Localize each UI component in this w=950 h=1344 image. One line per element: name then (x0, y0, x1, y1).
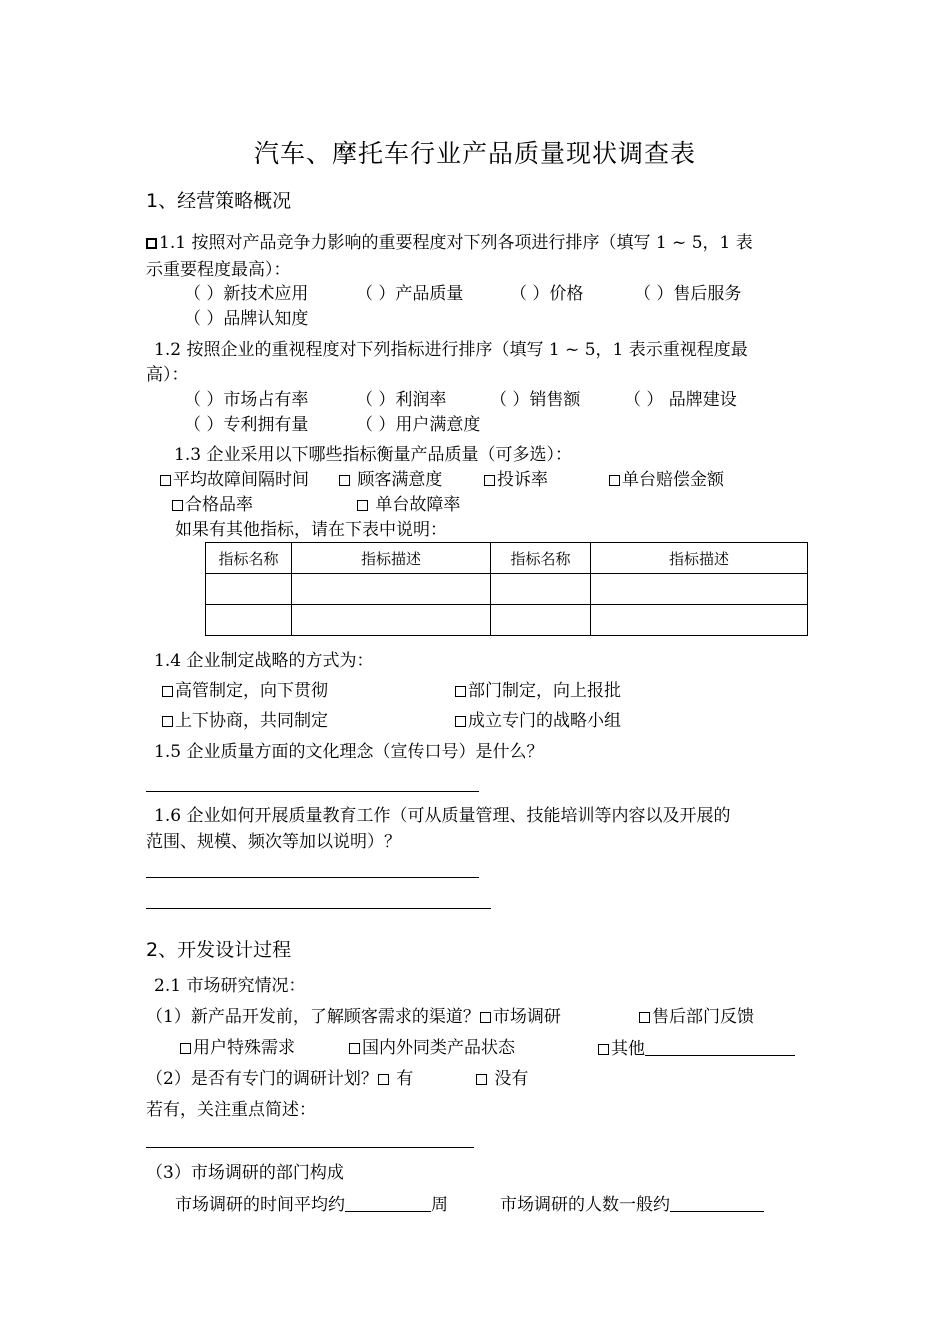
q1-1-item[interactable]: （ ）品牌认知度 (184, 309, 309, 329)
q1-3-option[interactable]: 平均故障间隔时间 (160, 469, 309, 491)
q1-6-text: 1.6 企业如何开展质量教育工作（可从质量管理、技能培训等内容以及开展的 (154, 806, 731, 826)
q2-1-1-option[interactable]: 售后部门反馈 (639, 1006, 754, 1028)
q1-2-item[interactable]: （ ）专利拥有量 (184, 415, 309, 435)
checkbox-icon[interactable] (480, 1012, 491, 1023)
q1-3-text: 1.3 企业采用以下哪些指标衡量产品质量（可多选）： (174, 445, 572, 465)
table-cell[interactable] (491, 574, 591, 605)
q2-1-3-time: 市场调研的时间平均约 周 (175, 1195, 448, 1215)
q1-2-item[interactable]: （ ）销售额 (490, 390, 581, 410)
q1-4-option[interactable]: 部门制定，向上报批 (455, 680, 621, 702)
table-cell[interactable] (206, 574, 292, 605)
page-title: 汽车、摩托车行业产品质量现状调查表 (253, 139, 696, 168)
q1-2-item[interactable]: （ ）利润率 (356, 390, 447, 410)
checkbox-icon[interactable] (146, 238, 157, 249)
q1-2-item[interactable]: （ ） 品牌建设 (624, 390, 737, 410)
checkbox-icon[interactable] (162, 686, 173, 697)
table-header-cell: 指标描述 (591, 543, 808, 574)
section-1-heading: 1、经营策略概况 (146, 190, 292, 212)
checkbox-icon[interactable] (639, 1012, 650, 1023)
q1-2-item[interactable]: （ ）用户满意度 (356, 415, 481, 435)
table-header-cell: 指标名称 (491, 543, 591, 574)
q1-1-text: 1.1 按照对产品竞争力影响的重要程度对下列各项进行排序（填写 1 ~ 5，1 表 (146, 232, 753, 254)
q1-1-item[interactable]: （ ）新技术应用 (184, 284, 309, 304)
answer-line[interactable] (146, 1147, 474, 1148)
q2-1-text: 2.1 市场研究情况： (154, 976, 306, 996)
checkbox-icon[interactable] (609, 475, 620, 486)
checkbox-icon[interactable] (357, 500, 368, 511)
table-header-cell: 指标名称 (206, 543, 292, 574)
q2-1-1-option[interactable]: 国内外同类产品状态 (349, 1037, 515, 1059)
checkbox-icon[interactable] (180, 1043, 191, 1054)
checkbox-icon[interactable] (484, 475, 495, 486)
q2-1-2-followup: 若有，关注重点简述： (146, 1100, 316, 1120)
q1-1-item[interactable]: （ ）售后服务 (634, 284, 742, 304)
table-cell[interactable] (206, 605, 292, 636)
table-cell[interactable] (292, 574, 491, 605)
q1-3-other-text: 如果有其他指标，请在下表中说明： (175, 520, 447, 540)
table-cell[interactable] (491, 605, 591, 636)
checkbox-icon[interactable] (455, 686, 466, 697)
q1-4-text: 1.4 企业制定战略的方式为： (154, 651, 374, 671)
checkbox-icon[interactable] (160, 475, 171, 486)
q1-2-text: 1.2 按照企业的重视程度对下列指标进行排序（填写 1 ~ 5，1 表示重视程度最 (154, 340, 748, 360)
table-row (206, 605, 808, 636)
checkbox-icon[interactable] (455, 716, 466, 727)
other-input-line[interactable] (645, 1037, 795, 1056)
people-input-line[interactable] (670, 1193, 764, 1212)
q1-1-item[interactable]: （ ）产品质量 (356, 284, 464, 304)
q1-2-item[interactable]: （ ）市场占有率 (184, 390, 309, 410)
q2-1-1-option[interactable]: 其他 (598, 1037, 795, 1060)
q1-3-option[interactable]: 投诉率 (484, 469, 548, 491)
q1-3-option[interactable]: 单台故障率 (357, 494, 460, 516)
q1-3-option[interactable]: 合格品率 (172, 494, 253, 516)
q1-6-text-cont: 范围、规模、频次等加以说明）？ (146, 832, 401, 852)
q2-1-2-option-no[interactable]: 没有 (476, 1068, 528, 1090)
table-cell[interactable] (591, 605, 808, 636)
q1-4-option[interactable]: 成立专门的战略小组 (455, 710, 621, 732)
q1-3-option[interactable]: 单台赔偿金额 (609, 469, 724, 491)
q1-4-option[interactable]: 上下协商，共同制定 (162, 710, 328, 732)
q2-1-1-text: （1）新产品开发前，了解顾客需求的渠道？ 市场调研 (146, 1007, 561, 1027)
q2-1-1-option[interactable]: 用户特殊需求 (180, 1037, 295, 1059)
checkbox-icon[interactable] (378, 1074, 389, 1085)
q1-5-text: 1.5 企业质量方面的文化理念（宣传口号）是什么？ (154, 742, 544, 762)
table-cell[interactable] (591, 574, 808, 605)
checkbox-icon[interactable] (349, 1043, 360, 1054)
checkbox-icon[interactable] (339, 475, 350, 486)
q1-1-text-cont: 示重要程度最高）： (146, 260, 291, 280)
table-cell[interactable] (292, 605, 491, 636)
indicator-table (205, 542, 808, 636)
section-2-heading: 2、开发设计过程 (146, 939, 292, 961)
checkbox-icon[interactable] (476, 1074, 487, 1085)
time-input-line[interactable] (345, 1193, 431, 1212)
q1-4-option[interactable]: 高管制定，向下贯彻 (162, 680, 328, 702)
checkbox-icon[interactable] (162, 716, 173, 727)
table-header-cell: 指标描述 (292, 543, 491, 574)
checkbox-icon[interactable] (598, 1044, 609, 1055)
table-header-row (206, 543, 808, 574)
q2-1-2-text: （2）是否有专门的调研计划？ 有 (146, 1069, 414, 1089)
q2-1-3-text: （3）市场调研的部门构成 (146, 1163, 344, 1183)
table-row (206, 574, 808, 605)
q1-1-item[interactable]: （ ）价格 (510, 284, 584, 304)
q1-3-option[interactable]: 顾客满意度 (339, 469, 442, 491)
q1-2-text-cont: 高）： (146, 365, 189, 385)
answer-line[interactable] (146, 791, 479, 792)
answer-line[interactable] (146, 877, 479, 878)
answer-line[interactable] (146, 908, 491, 909)
checkbox-icon[interactable] (172, 500, 183, 511)
q2-1-3-people: 市场调研的人数一般约 (500, 1193, 764, 1216)
